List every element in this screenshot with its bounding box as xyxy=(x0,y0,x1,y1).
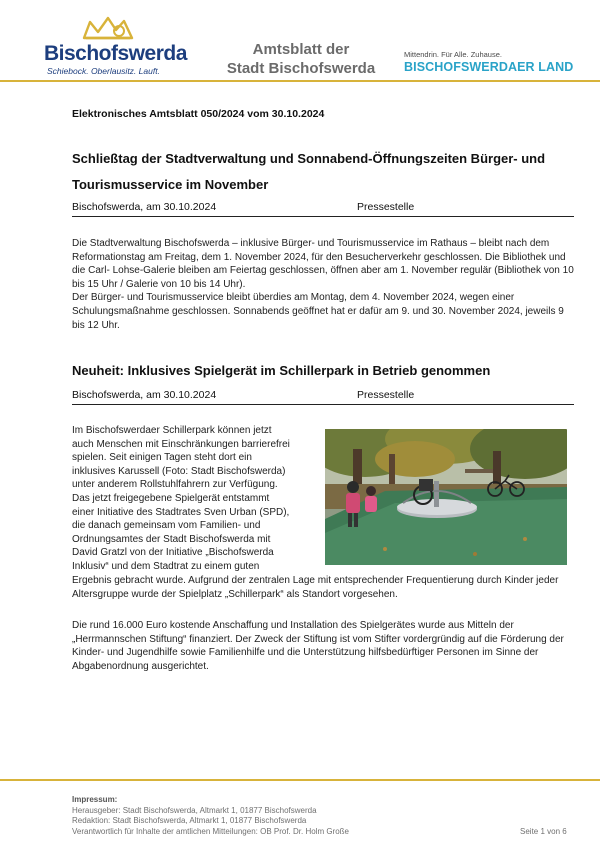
article-1-place-date: Bischofswerda, am 30.10.2024 xyxy=(72,201,217,213)
article-1-source: Pressestelle xyxy=(357,201,415,213)
article-2-paragraph-2: Die rund 16.000 Euro kostende Anschaffung und Installation des Spielgerätes wurde aus Mitteln der „Herrmannschen Stiftung“ finanziert. Der Zweck der Stiftung ist vom Stifter vordergründig auf die Förderung der Kinder- und Jugendhilfe sowie Familienhilfe und die Unterstützung hilfsbedürftiger Personen im Sinne der Abgabenordnung ausgerichtet. xyxy=(72,620,564,672)
title-line-2: Stadt Bischofswerda xyxy=(226,60,376,77)
region-logo xyxy=(404,50,579,74)
region-slogan: Mittendrin. Für Alle. Zuhause. xyxy=(404,50,502,59)
article-2-wrapped-text xyxy=(72,424,322,574)
wrap-line: inklusives Karussell (Foto: Stadt Bischofswerda) xyxy=(72,465,286,477)
wrap-line: die danach gemeinsam vom Familien- und xyxy=(72,520,261,532)
article-2-continuation: Ergebnis gebracht wurde. Aufgrund der zentralen Lage mit entsprechender Frequentierung durch Kinder jeder Altersgruppe wurde der Spielplatz „Schillerpark“ als Standort vorgesehen. xyxy=(72,575,559,600)
article-1-body xyxy=(72,237,577,332)
header-divider xyxy=(0,80,600,82)
page-title xyxy=(206,40,396,78)
article-1-title: Schließtag der Stadtverwaltung und Sonnabend-Öffnungszeiten Bürger- und Tourismusservice im November xyxy=(72,151,546,192)
wrap-line: Inklusiv“ und dem Stadtrat zu einem guten xyxy=(72,560,260,572)
article-2-place-date: Bischofswerda, am 30.10.2024 xyxy=(72,389,217,401)
logo-tagline: Schiebock. Oberlausitz. Lauft. xyxy=(47,66,160,76)
article-2-title: Neuheit: Inklusives Spielgerät im Schillerpark in Betrieb genommen xyxy=(72,363,491,378)
article-1-meta xyxy=(72,199,574,217)
wrap-line: unter anderem Rollstuhlfahrern zur Verfügung. xyxy=(72,479,278,491)
imprint xyxy=(72,795,349,837)
logo-wordmark: Bischofswerda xyxy=(44,42,187,65)
imprint-publisher: Herausgeber: Stadt Bischofswerda, Altmarkt 1, 01877 Bischofswerda xyxy=(72,805,317,815)
article-1-paragraph-1: Die Stadtverwaltung Bischofswerda – inklusive Bürger- und Tourismusservice im Rathaus – bleibt nach dem Reformationstag am Freitag, dem 1. November 2024, für den Besucherverkehr geschlossen. Die Bibliothek und die Carl- Lohse-Galerie bleiben am Feiertag geschlossen, öffnen aber am 1. November regulär (Bibliothek von 10 bis 15 Uhr / Galerie von 10 bis 14 Uhr). xyxy=(72,238,574,290)
imprint-responsible: Verantwortlich für Inhalte der amtlichen Mitteilungen: OB Prof. Dr. Holm Große xyxy=(72,826,350,836)
wrap-line: einer Initiative des Stadtrates Sven Urban (SPD), xyxy=(72,506,290,518)
wrap-line: auch Menschen mit Einschränkungen barrierefrei xyxy=(72,438,290,450)
article-2-meta xyxy=(72,387,574,405)
imprint-heading: Impressum: xyxy=(72,795,118,804)
page-header xyxy=(0,0,600,80)
article-1-paragraph-2: Der Bürger- und Tourismusservice bleibt überdies am Montag, dem 4. November 2024, wegen einer Schulungsmaßnahme geschlossen. Sonnabends geöffnet hat er dafür am 9. und 30. November 2024, jeweils 9 bis 12 Uhr. xyxy=(72,292,564,331)
wrap-line: David Gratzl von der Initiative „Bischofswerda xyxy=(72,547,274,559)
region-name: BISCHOFSWERDAER LAND xyxy=(404,60,574,74)
crown-icon xyxy=(82,16,134,40)
article-2-source: Pressestelle xyxy=(357,389,415,401)
footer-divider xyxy=(0,779,600,781)
imprint-editor: Redaktion: Stadt Bischofswerda, Altmarkt 1, 01877 Bischofswerda xyxy=(72,816,307,825)
title-line-1: Amtsblatt der xyxy=(252,41,350,58)
issue-line: Elektronisches Amtsblatt 050/2024 vom 30.10.2024 xyxy=(72,108,325,120)
playground-photo xyxy=(325,429,567,565)
wrap-line: Das jetzt freigegebene Spielgerät entstammt xyxy=(72,492,270,504)
page-number: Seite 1 von 6 xyxy=(520,827,567,836)
wrap-line: Im Bischofswerdaer Schillerpark können jetzt xyxy=(72,425,272,436)
city-logo xyxy=(44,16,187,76)
wrap-line: spielen. Seit einigen Tagen steht dort ein xyxy=(72,452,252,464)
wrap-line: Ordnungsamtes der Stadt Bischofswerda mit xyxy=(72,533,271,545)
